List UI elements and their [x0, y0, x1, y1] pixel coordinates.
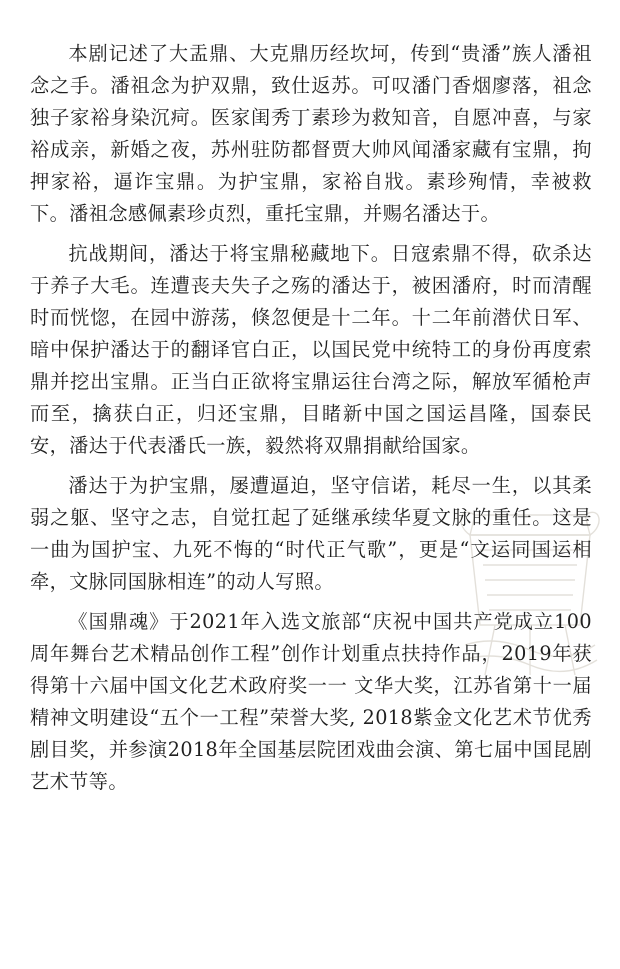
paragraph-theme: 潘达于为护宝鼎，屡遭逼迫，坚守信诺，耗尽一生，以其柔弱之躯、坚守之志，自觉扛起了延继承续华夏文脉的重任。这是一曲为国护宝、九死不悔的“时代正气歌”，更是“文运同国运相牵，文脉同国脉相连”的动人写照。: [30, 474, 592, 593]
paragraph-synopsis: 本剧记述了大盂鼎、大克鼎历经坎坷，传到“贵潘”族人潘祖念之手。潘祖念为护双鼎，致仕返苏。可叹潘门香烟廖落，祖念独子家裕身染沉疴。医家闺秀丁素珍为救知音，自愿冲喜，与家裕成亲，新婚之夜，苏州驻防都督贾大帅风闻潘家藏有宝鼎，拘押家裕，逼诈宝鼎。为护宝鼎，家裕自戕。素珍殉情，幸被救下。潘祖念感佩素珍贞烈，重托宝鼎，并赐名潘达于。: [30, 42, 592, 225]
paragraph-awards: 《国鼎魂》于2021年入选文旅部“庆祝中国共产党成立100周年舞台艺术精品创作工程”创作计划重点扶持作品，2019年获得第十六届中国文化艺术政府奖一一 文华大奖，江苏省第十一届精神文明建设“五个一工程”荣誉大奖, 2018紫金文化艺术节优秀剧目奖，并参演2018年全国基层院团戏曲会演、第七届中国昆剧艺术节等。: [30, 610, 592, 793]
article-body: [30, 38, 592, 806]
paragraph-war-period: 抗战期间，潘达于将宝鼎秘藏地下。日寇索鼎不得，砍杀达于养子大毛。连遭丧夫失子之殇的潘达于，被困潘府，时而清醒时而恍惚，在园中游荡，倏忽便是十二年。十二年前潜伏日军、暗中保护潘达于的翻译官白正，以国民党中统特工的身份再度索鼎并挖出宝鼎。正当白正欲将宝鼎运往台湾之际，解放军循枪声而至，擒获白正，归还宝鼎，目睹新中国之国运昌隆，国泰民安，潘达于代表潘氏一族，毅然将双鼎捐献给国家。: [30, 242, 592, 457]
